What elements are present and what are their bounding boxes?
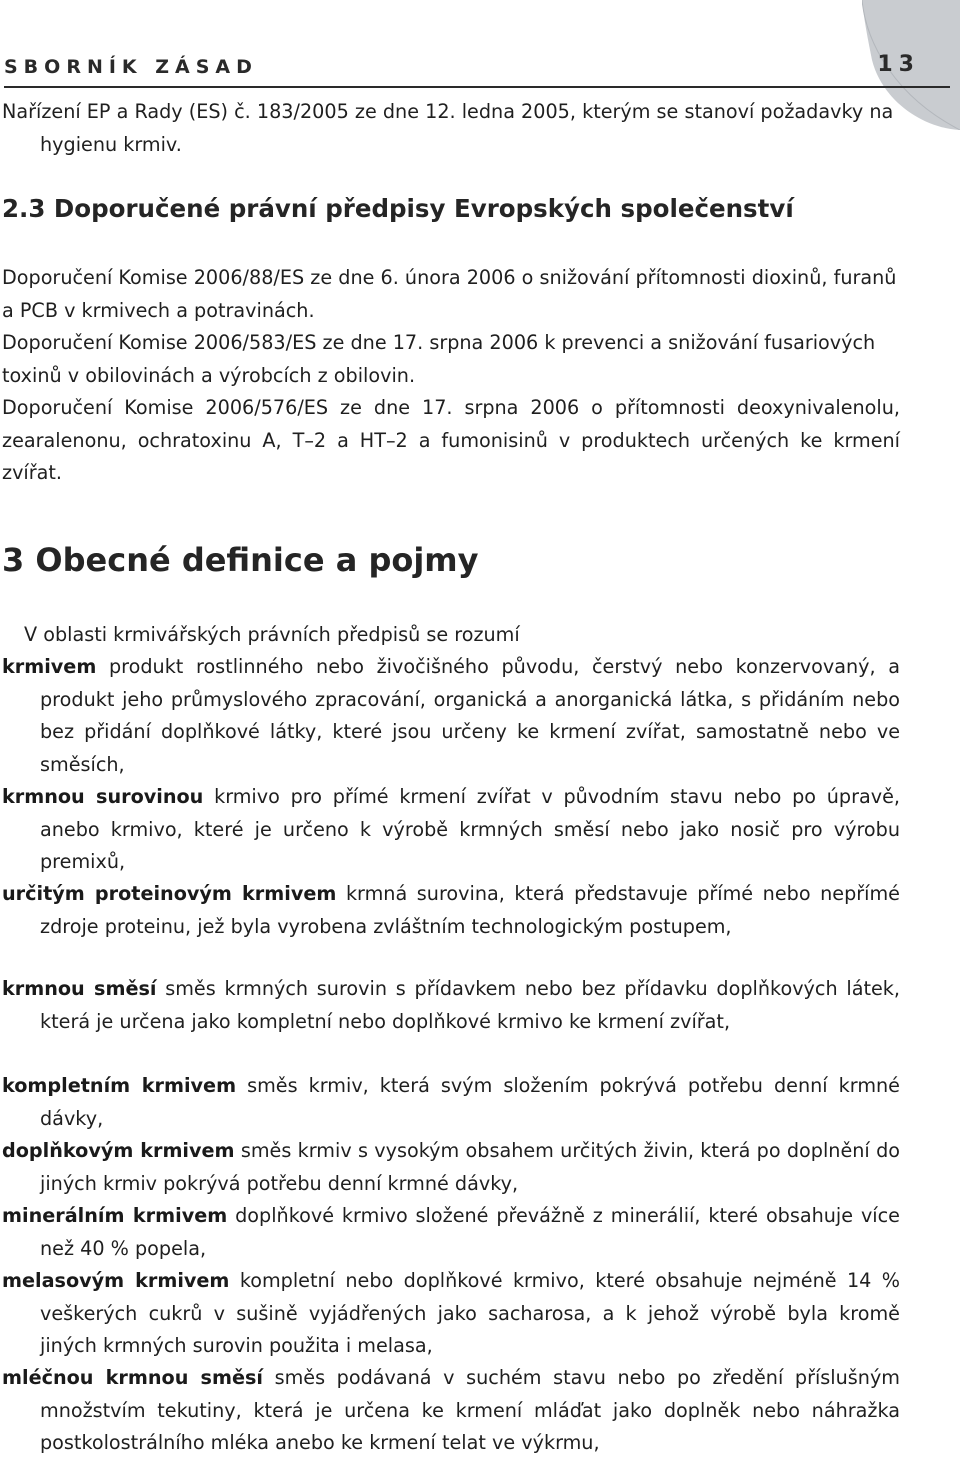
running-header (4, 52, 950, 88)
definition-term: krmivem (2, 655, 97, 678)
definition-text: směs krmných surovin s přídavkem nebo bez přídavku doplňkových látek, která je určena jako kompletní nebo doplňkové krmivo ke krmení zvířat, (40, 977, 900, 1033)
definition-term: doplňkovým krmivem (2, 1139, 235, 1162)
definition-item (2, 973, 900, 1038)
definition-item (2, 1070, 900, 1135)
definition-item (2, 878, 900, 943)
definition-item (2, 1265, 900, 1363)
definition-term: melasovým krmivem (2, 1269, 230, 1292)
definition-term: kompletním krmivem (2, 1074, 237, 1097)
definition-item (2, 1362, 900, 1460)
page-number: 13 (877, 52, 920, 77)
definition-term: krmnou surovinou (2, 785, 204, 808)
definition-text: směs krmiv, která svým složením pokrývá potřebu denní krmné dávky, (40, 1074, 900, 1130)
recommendation-item: Doporučení Komise 2006/576/ES ze dne 17. srpna 2006 o přítomnosti deoxynivalenolu, zearalenonu, ochratoxinu A, T–2 a HT–2 a fumonisinů v produktech určených ke krmení zvířat. (2, 396, 900, 484)
definitions-intro: V oblasti krmivářských právních předpisů se rozumí (24, 623, 520, 646)
definition-text: krmná surovina, která představuje přímé nebo nepřímé zdroje proteinu, jež byla vyrobena zvláštním technologickým postupem, (40, 882, 900, 938)
recommendation-item: Doporučení Komise 2006/583/ES ze dne 17. srpna 2006 k prevenci a snižování fusariových toxinů v obilovinách a výrobcích z obilovin. (2, 331, 876, 387)
section-heading-2-3: 2.3 Doporučené právní předpisy Evropských společenství (2, 194, 794, 223)
definition-text: kompletní nebo doplňkové krmivo, které obsahuje nejméně 14 % veškerých cukrů v sušině vyjádřených jako sacharosa, a k jehož výrobě byla kromě jiných krmných surovin použita i melasa, (40, 1269, 900, 1357)
definition-term: minerálním krmivem (2, 1204, 228, 1227)
definition-text: produkt rostlinného nebo živočišného původu, čerstvý nebo konzervovaný, a produkt jeho průmyslového zpracování, organická a anorganická látka, s přidáním nebo bez přidání doplňkové látky, které jsou určeny ke krmení zvířat, samostatně nebo ve směsích, (40, 655, 900, 776)
regulation-reference: Nařízení EP a Rady (ES) č. 183/2005 ze dne 12. ledna 2005, kterým se stanoví požadavky na hygienu krmiv. (2, 100, 894, 156)
chapter-heading-3: 3 Obecné definice a pojmy (2, 541, 479, 579)
definition-term: mléčnou krmnou směsí (2, 1366, 263, 1389)
definition-text: směs krmiv s vysokým obsahem určitých živin, která po doplnění do jiných krmiv pokrývá potřebu denní krmné dávky, (40, 1139, 900, 1195)
recommendation-item: Doporučení Komise 2006/88/ES ze dne 6. února 2006 o snižování přítomnosti dioxinů, furanů a PCB v krmivech a potravinách. (2, 266, 897, 322)
definition-term: krmnou směsí (2, 977, 157, 1000)
running-title: SBORNÍK ZÁSAD (4, 56, 258, 78)
definition-item (2, 1200, 900, 1265)
definition-item (2, 781, 900, 879)
definition-text: směs podávaná v suchém stavu nebo po zředění příslušným množstvím tekutiny, která je určena ke krmení mláďat jako doplněk nebo náhražka postkolostrálního mléka anebo ke krmení telat ve výkrmu, (40, 1366, 900, 1454)
definition-text: krmivo pro přímé krmení zvířat v původním stavu nebo po úpravě, anebo krmivo, které je určeno k výrobě krmných směsí nebo jako nosič pro výrobu premixů, (40, 785, 900, 873)
definition-text: doplňkové krmivo složené převážně z minerálií, které obsahuje více než 40 % popela, (40, 1204, 900, 1260)
definition-item (2, 1135, 900, 1200)
definition-term: určitým proteinovým krmivem (2, 882, 337, 905)
definition-item (2, 651, 900, 781)
